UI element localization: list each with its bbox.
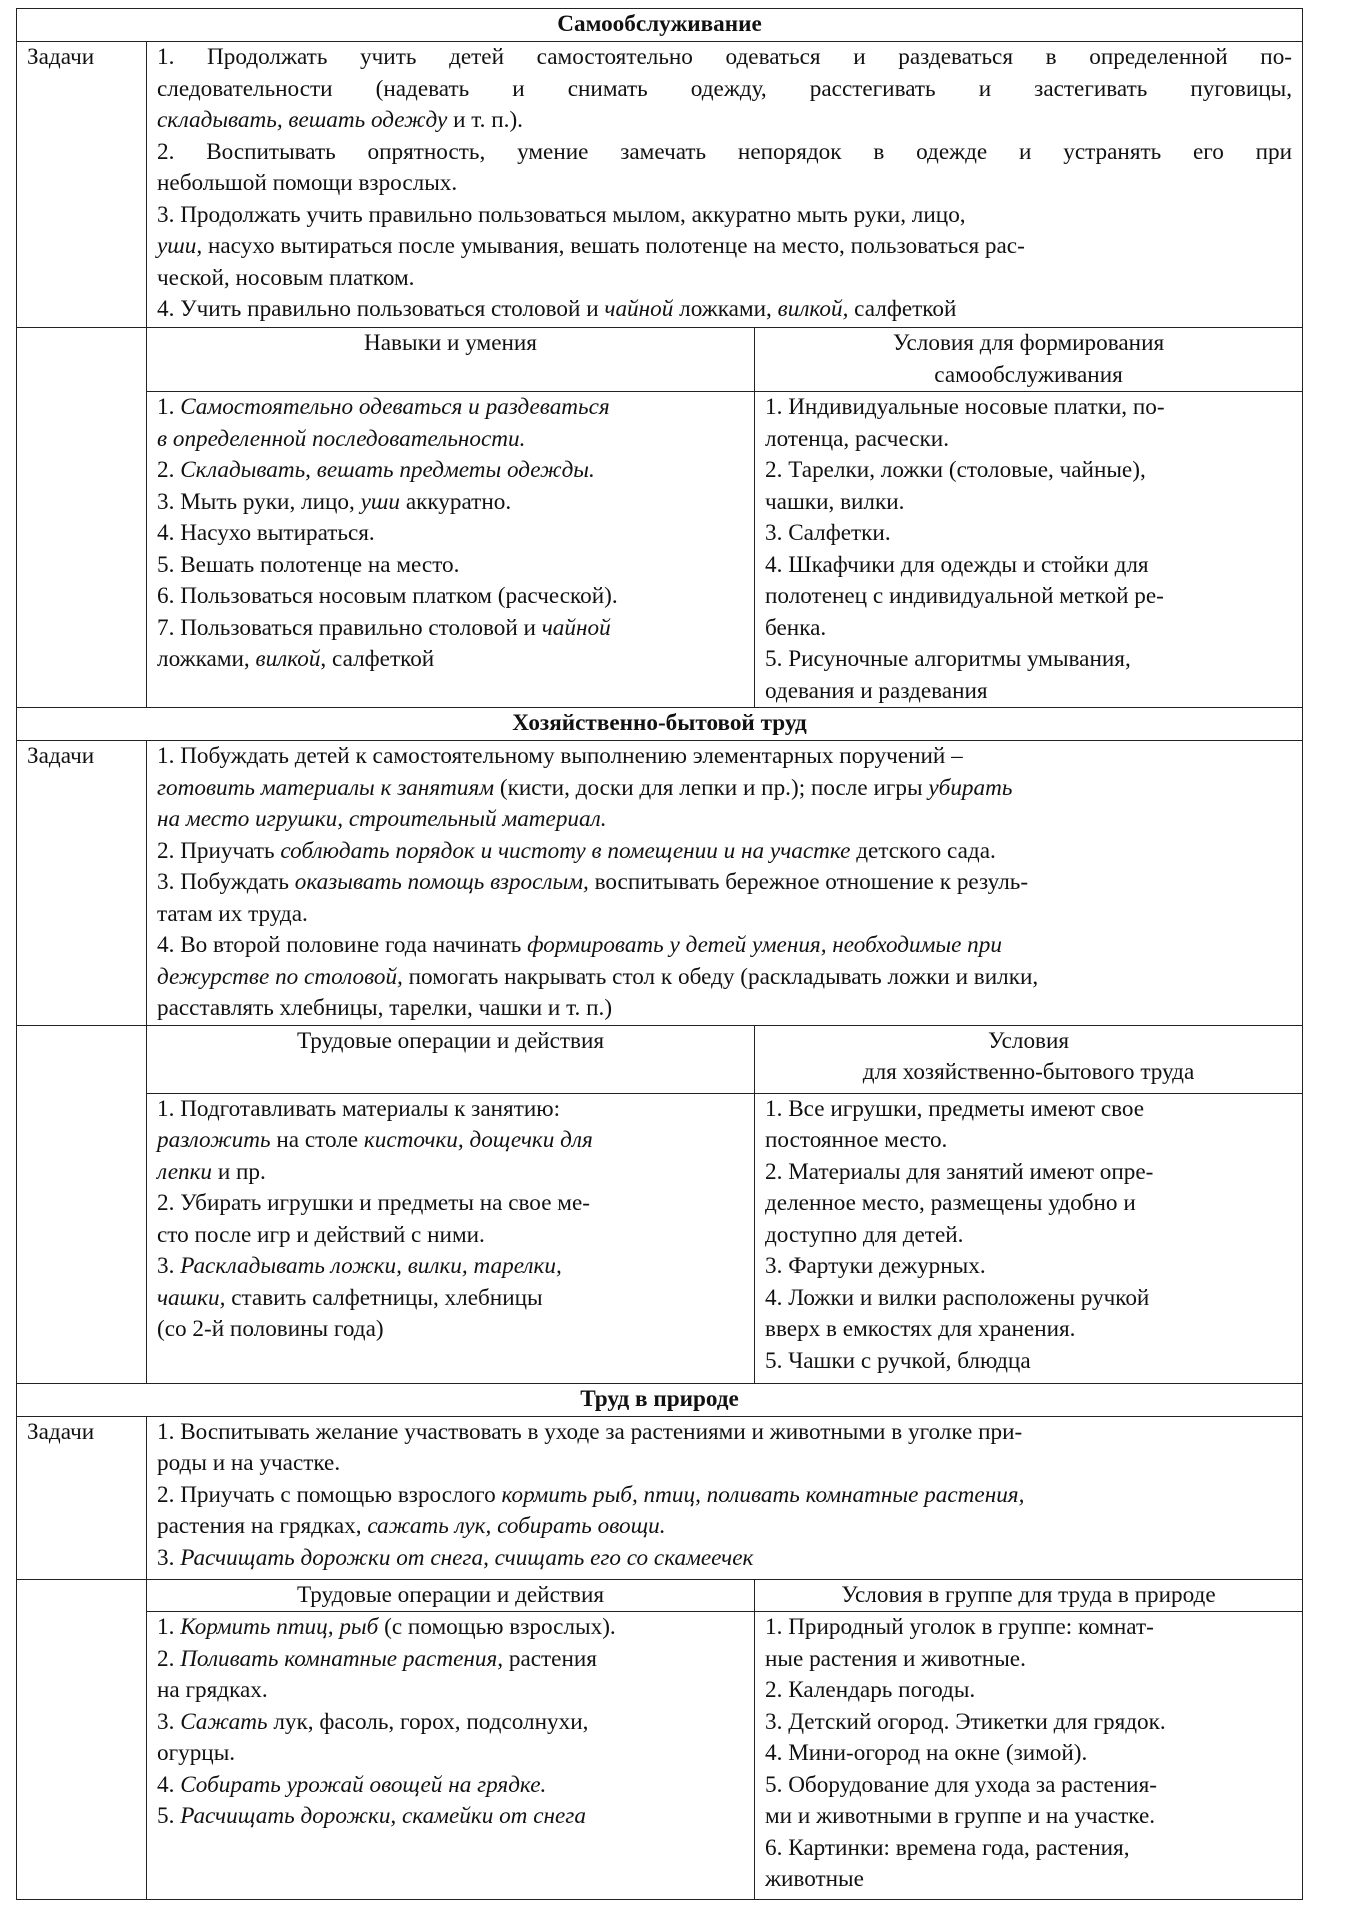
text-run: 3. Мыть руки, лицо, — [157, 488, 361, 515]
text-run: 1. — [157, 1614, 181, 1640]
text-run: 3. Детский огород. Этикетки для грядок. — [765, 1708, 1166, 1735]
italic-run: Самостоятельно одеваться и раздеваться — [180, 394, 610, 420]
right-column-header — [755, 1025, 1303, 1093]
text-line — [157, 105, 1292, 137]
italic-run: на место игрушки, строительный материал. — [157, 806, 607, 832]
text-line — [157, 1283, 744, 1315]
italic-run: формировать у детей умения, необходимые при — [527, 932, 1002, 958]
text-line — [157, 392, 744, 424]
text-line — [765, 1612, 1292, 1644]
text-run: лотенца, расчески. — [765, 425, 949, 452]
text-run: животные — [765, 1866, 864, 1892]
text-line — [157, 867, 1292, 899]
left-column-header: Навыки и умения — [147, 328, 755, 392]
italic-run: убирать — [928, 774, 1013, 801]
italic-run: кормить рыб, птиц, поливать комнатные растения, — [501, 1481, 1025, 1508]
text-line — [765, 424, 1292, 456]
text-line — [157, 1543, 1292, 1575]
text-line — [765, 1283, 1292, 1315]
right-column-header — [755, 1579, 1303, 1612]
text-line — [157, 455, 744, 487]
text-line — [765, 1864, 1292, 1896]
text-line — [157, 1157, 744, 1189]
italic-run: Расчищать дорожки от снега, счищать его со скамеечек — [180, 1544, 754, 1571]
text-run: чашки, вилки. — [765, 488, 905, 515]
text-run: 4. Мини-огород на окне (зимой). — [765, 1740, 1088, 1766]
italic-run: уши, — [157, 233, 203, 259]
text-run: деленное место, размещены удобно и — [765, 1190, 1136, 1216]
text-run: 2. Убирать игрушки и предметы на свое ме- — [157, 1190, 590, 1216]
text-line — [157, 741, 1292, 773]
text-run: расставлять хлебницы, тарелки, чашки и т. п.) — [157, 995, 613, 1021]
text-line — [157, 930, 1292, 962]
text-line — [765, 1157, 1292, 1189]
text-run: 3. — [157, 1544, 181, 1571]
text-line — [157, 137, 1292, 169]
text-run: 6. Картинки: времена года, растения, — [765, 1834, 1130, 1861]
italic-run: Поливать комнатные растения, — [180, 1645, 504, 1672]
text-line — [765, 392, 1292, 424]
text-run: аккуратно. — [400, 488, 512, 515]
text-run: растения — [503, 1645, 597, 1672]
text-line — [765, 1346, 1292, 1378]
text-run: ные растения и животные. — [765, 1645, 1026, 1672]
text-run: одевания и раздевания — [765, 677, 988, 704]
text-run: (с помощью взрослых). — [378, 1614, 616, 1640]
text-line — [157, 294, 1292, 326]
text-run: следовательности (надевать и снимать одежду, расстегивать и застегивать пуговицы, — [157, 75, 1293, 102]
text-line: Условия в группе для труда в природе — [841, 1581, 1216, 1608]
text-run: 1. Природный уголок в группе: комнат- — [765, 1614, 1154, 1640]
italic-run: Сажать — [180, 1708, 268, 1735]
empty-label-cell — [17, 1025, 147, 1383]
text-run: постоянное место. — [765, 1127, 948, 1153]
text-run: 4. Учить правильно пользоваться столовой и — [157, 296, 605, 322]
text-line — [765, 1251, 1292, 1283]
text-run: 5. Чашки с ручкой, блюдца — [765, 1347, 1031, 1374]
text-run: насухо вытираться после умывания, вешать полотенце на место, пользоваться рас- — [202, 233, 1025, 259]
text-run: , салфеткой — [320, 646, 435, 672]
text-line — [157, 550, 744, 582]
text-line — [157, 1094, 744, 1126]
text-line — [157, 200, 1292, 232]
italic-run: складывать, вешать одежду — [157, 107, 448, 133]
text-line — [157, 1251, 744, 1283]
tasks-label: Задачи — [17, 1416, 147, 1579]
text-line — [765, 613, 1292, 645]
italic-run: в определенной последовательности. — [157, 425, 526, 452]
text-line — [157, 518, 744, 550]
text-run: на грядках. — [157, 1677, 268, 1703]
text-run: 2. — [157, 1645, 181, 1672]
conditions-list — [755, 392, 1303, 708]
text-run: 3. — [157, 1253, 181, 1279]
operations-list — [147, 1093, 755, 1383]
text-run: огурцы. — [157, 1740, 236, 1766]
text-line — [765, 1770, 1292, 1802]
text-line — [157, 42, 1292, 74]
text-run: 5. Оборудование для ухода за растения- — [765, 1771, 1157, 1798]
text-run: 1. Индивидуальные носовые платки, по- — [765, 394, 1165, 420]
text-run: 2. — [157, 457, 181, 483]
italic-run: Собирать урожай овощей на грядке. — [180, 1771, 547, 1798]
text-run: 6. Пользоваться носовым платком (расческой). — [157, 583, 618, 609]
empty-label-cell — [17, 328, 147, 708]
text-run: на столе — [270, 1127, 364, 1153]
italic-run: оказывать помощь взрослым, — [294, 869, 589, 895]
text-run: 2. Календарь погоды. — [765, 1677, 976, 1703]
italic-run: готовить материалы к занятиям — [157, 774, 495, 801]
text-line: самообслуживания — [934, 361, 1123, 388]
text-line — [157, 836, 1292, 868]
italic-run: разложить — [157, 1127, 271, 1153]
text-line — [157, 168, 1292, 200]
text-run: лук, фасоль, горох, подсолнухи, — [267, 1708, 589, 1735]
section-title: Хозяйственно-бытовой труд — [17, 708, 1303, 741]
text-line — [765, 1675, 1292, 1707]
tasks-text — [147, 42, 1303, 328]
text-run: роды и на участке. — [157, 1450, 341, 1476]
text-line — [765, 455, 1292, 487]
text-line — [157, 1707, 744, 1739]
tasks-label: Задачи — [17, 741, 147, 1026]
skills-list — [147, 392, 755, 708]
text-line — [157, 581, 744, 613]
text-run: 2. Воспитывать опрятность, умение замечать непорядок в одежде и устранять его при — [157, 138, 1293, 165]
italic-run: чайной — [604, 296, 674, 322]
right-column-header — [755, 328, 1303, 392]
italic-run: Раскладывать ложки, вилки, тарелки, — [180, 1253, 562, 1279]
program-table — [16, 8, 1303, 1900]
text-run: 2. Материалы для занятий имеют опре- — [765, 1158, 1154, 1185]
tasks-text — [147, 741, 1303, 1026]
text-line — [765, 644, 1292, 676]
text-line — [765, 487, 1292, 519]
text-line — [765, 1314, 1292, 1346]
text-run: 1. Побуждать детей к самостоятельному выполнению элементарных поручений – — [157, 743, 963, 769]
text-run: 4. Шкафчики для одежды и стойки для — [765, 551, 1149, 578]
text-line — [765, 1188, 1292, 1220]
text-line — [157, 644, 744, 676]
text-run: 2. Приучать — [157, 837, 281, 864]
text-line — [765, 1801, 1292, 1833]
text-run: 1. Все игрушки, предметы имеют свое — [765, 1095, 1145, 1122]
text-line — [157, 613, 744, 645]
italic-run: вилкой, — [777, 296, 849, 322]
text-run: (кисти, доски для лепки и пр.); после игры — [494, 774, 929, 801]
text-run: (со 2-й половины года) — [157, 1316, 384, 1342]
text-line — [765, 1125, 1292, 1157]
text-run: ми и животными в группе и на участке. — [765, 1803, 1156, 1829]
text-run: 1. Воспитывать желание участвовать в уходе за растениями и животными в уголке при- — [157, 1418, 1023, 1445]
text-run: 5. — [157, 1803, 181, 1829]
text-run: 4. Во второй половине года начинать — [157, 932, 528, 958]
text-run: 2. Приучать с помощью взрослого — [157, 1481, 502, 1508]
text-run: салфеткой — [848, 296, 957, 322]
conditions-list — [755, 1612, 1303, 1900]
section-title: Самообслуживание — [17, 9, 1303, 42]
italic-run: уши — [360, 488, 401, 515]
text-line — [157, 1125, 744, 1157]
text-run: 5. Рисуночные алгоритмы умывания, — [765, 646, 1131, 672]
text-line — [157, 993, 1292, 1025]
text-run: сто после игр и действий с ними. — [157, 1221, 485, 1248]
text-run: татам их труда. — [157, 900, 308, 927]
italic-run: Расчищать дорожки, скамейки от снега — [180, 1803, 586, 1829]
text-line — [157, 773, 1292, 805]
text-run: помогать накрывать стол к обеду (раскладывать ложки и вилки, — [402, 963, 1039, 990]
italic-run: сажать лук, собирать овощи. — [367, 1513, 666, 1539]
text-line — [157, 424, 744, 456]
text-run: 3. Салфетки. — [765, 520, 891, 546]
text-run: доступно для детей. — [765, 1221, 964, 1248]
text-line — [157, 487, 744, 519]
operations-list — [147, 1612, 755, 1900]
text-run: 1. Продолжать учить детей самостоятельно одеваться и раздеваться в определенной по- — [157, 44, 1293, 70]
tasks-text — [147, 1416, 1303, 1579]
text-run: 5. Вешать полотенце на место. — [157, 551, 460, 578]
text-run: 1. — [157, 394, 181, 420]
text-run: 7. Пользоваться правильно столовой и — [157, 614, 542, 641]
section-title: Труд в природе — [17, 1383, 1303, 1416]
left-column-header: Трудовые операции и действия — [147, 1579, 755, 1612]
text-line — [157, 1417, 1292, 1449]
text-run: 4. Ложки и вилки расположены ручкой — [765, 1284, 1150, 1311]
empty-label-cell — [17, 1579, 147, 1900]
text-run: 3. Продолжать учить правильно пользоваться мылом, аккуратно мыть руки, лицо, — [157, 201, 966, 228]
text-run: 3. Фартуки дежурных. — [765, 1253, 986, 1279]
text-line — [765, 1833, 1292, 1865]
text-run: небольшой помощи взрослых. — [157, 170, 458, 196]
text-run: ложками, — [157, 646, 256, 672]
text-line — [157, 1770, 744, 1802]
text-line — [765, 581, 1292, 613]
text-run: ставить салфетницы, хлебницы — [225, 1284, 543, 1311]
text-line — [157, 1675, 744, 1707]
text-line — [157, 899, 1292, 931]
text-line — [157, 1220, 744, 1252]
conditions-list — [755, 1093, 1303, 1383]
italic-run: кисточки, дощечки для — [363, 1127, 593, 1153]
text-run: и пр. — [212, 1158, 266, 1185]
text-line — [765, 1094, 1292, 1126]
text-line — [157, 74, 1292, 106]
text-line — [157, 1448, 1292, 1480]
text-run: воспитывать бережное отношение к резуль- — [588, 869, 1029, 895]
text-run: 4. — [157, 1771, 181, 1798]
italic-run: соблюдать порядок и чистоту в помещении и на участке — [280, 837, 851, 864]
text-line — [765, 1644, 1292, 1676]
text-line: Условия — [987, 1027, 1070, 1054]
text-line — [765, 676, 1292, 708]
text-line — [157, 1801, 744, 1833]
italic-run: чашки, — [157, 1284, 226, 1311]
text-line — [765, 1738, 1292, 1770]
italic-run: лепки — [157, 1158, 213, 1185]
text-run: растения на грядках, — [157, 1513, 368, 1539]
text-line — [157, 1314, 744, 1346]
text-line: Условия для формирования — [892, 330, 1165, 356]
italic-run: вилкой — [255, 646, 321, 672]
italic-run: Кормить птиц, рыб — [180, 1614, 379, 1640]
text-run: полотенец с индивидуальной меткой ре- — [765, 583, 1164, 609]
text-run: детского сада. — [850, 837, 996, 864]
text-line — [157, 1480, 1292, 1512]
text-line — [157, 1188, 744, 1220]
text-line — [157, 1511, 1292, 1543]
tasks-label: Задачи — [17, 42, 147, 328]
text-run: 1. Подготавливать материалы к занятию: — [157, 1095, 561, 1122]
italic-run: чайной — [541, 614, 611, 641]
italic-run: Складывать, вешать предметы одежды. — [180, 457, 595, 483]
text-run: 4. Насухо вытираться. — [157, 520, 375, 546]
text-run: ложками, — [673, 296, 778, 322]
text-line — [157, 804, 1292, 836]
text-run: 3. Побуждать — [157, 869, 295, 895]
text-run: 2. Тарелки, ложки (столовые, чайные), — [765, 457, 1146, 483]
text-run: и т. п.). — [447, 107, 523, 133]
text-line — [157, 962, 1292, 994]
text-line — [765, 1220, 1292, 1252]
text-line: для хозяйственно-бытового труда — [862, 1059, 1195, 1085]
text-line — [157, 231, 1292, 263]
text-line — [765, 550, 1292, 582]
text-line — [157, 1612, 744, 1644]
text-run: вверх в емкостях для хранения. — [765, 1316, 1076, 1342]
text-run: 3. — [157, 1708, 181, 1735]
text-line — [765, 518, 1292, 550]
text-line — [157, 1644, 744, 1676]
text-line — [157, 263, 1292, 295]
text-run: бенка. — [765, 614, 827, 641]
text-run: ческой, носовым платком. — [157, 264, 415, 291]
text-line — [765, 1707, 1292, 1739]
text-line — [157, 1738, 744, 1770]
left-column-header: Трудовые операции и действия — [147, 1025, 755, 1093]
italic-run: дежурстве по столовой, — [157, 963, 403, 990]
